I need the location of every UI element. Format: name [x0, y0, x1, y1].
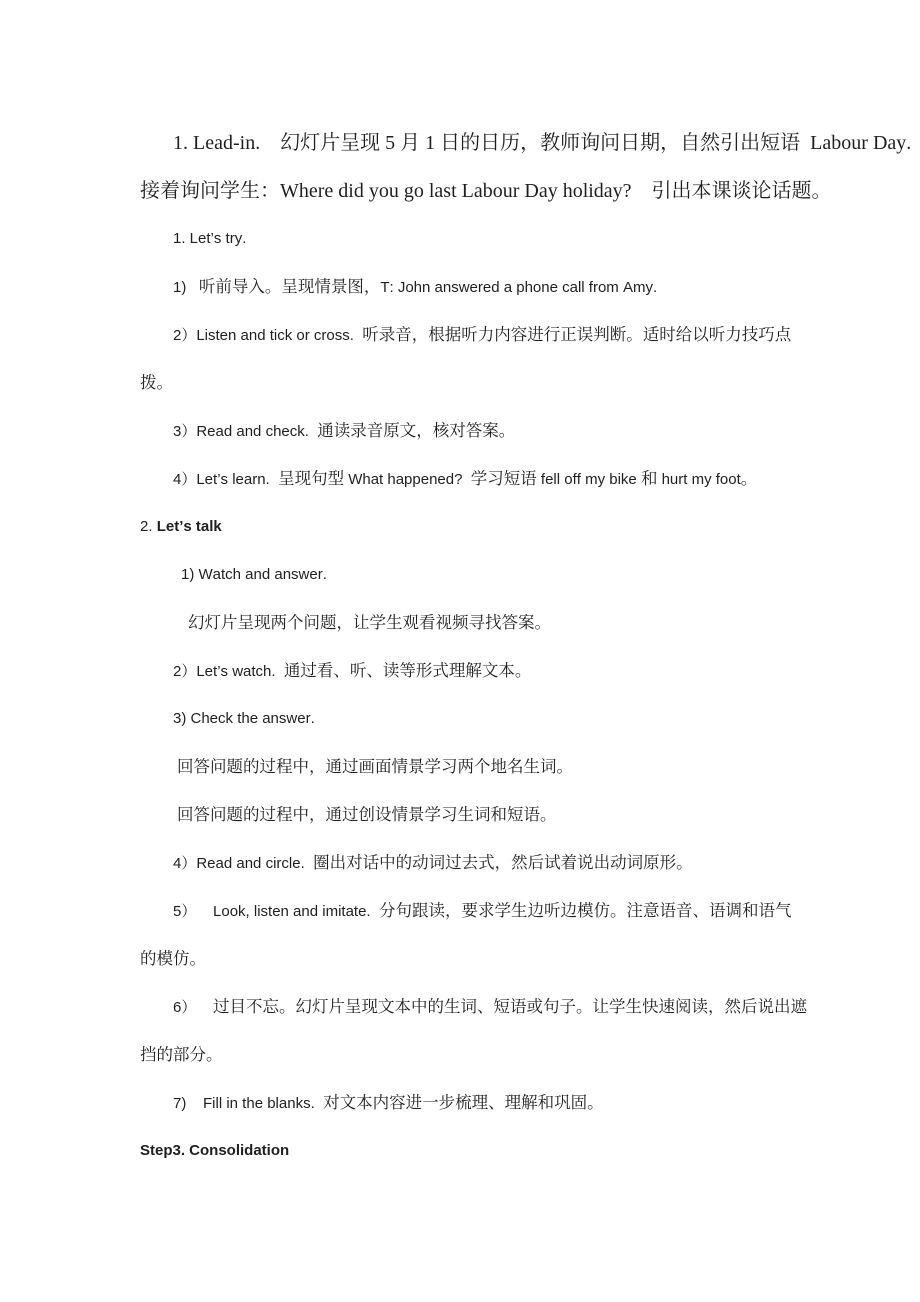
text-segment: 7) [173, 1095, 204, 1112]
text-segment: 的模仿。 [140, 949, 206, 968]
text-line [0, 887, 920, 935]
text-segment: 2）Let’s watch. [173, 663, 284, 680]
text-line [0, 839, 920, 887]
text-segment: 拨。 [140, 373, 173, 392]
text-line [0, 503, 920, 551]
text-line [0, 167, 920, 215]
text-line [0, 359, 920, 407]
text-segment: 分句跟读，要求学生边听边模仿。注意语音、语调和语气 [378, 901, 792, 920]
text-segment: 挡的部分。 [140, 1045, 223, 1064]
text-segment: Let’s talk [156, 518, 222, 535]
text-line [0, 743, 920, 791]
text-line [0, 311, 920, 359]
text-line [0, 455, 920, 503]
text-segment: 6） [173, 999, 214, 1016]
text-line [0, 263, 920, 311]
text-line [0, 791, 920, 839]
text-segment: 4）Read and circle. [173, 855, 314, 872]
text-line [0, 119, 920, 167]
text-line [0, 551, 920, 599]
document-body [0, 119, 920, 1175]
text-segment: 幻灯片呈现两个问题，让学生观看视频寻找答案。 [188, 613, 551, 632]
text-segment: 1) Watch and answer. [181, 566, 327, 583]
text-segment: fell off my bike [540, 471, 641, 488]
text-line [0, 983, 920, 1031]
text-line [0, 935, 920, 983]
text-line [0, 1079, 920, 1127]
text-line [0, 695, 920, 743]
text-segment: T: John answered a phone call from Amy. [380, 279, 658, 296]
text-line [0, 1031, 920, 1079]
text-segment: 3）Read and check. [173, 423, 318, 440]
text-segment: 通过看、听、读等形式理解文本。 [283, 661, 532, 680]
text-segment: 呈现句型 [278, 469, 349, 488]
text-segment: 1) [173, 279, 199, 296]
text-segment: 4）Let’s learn. [173, 471, 279, 488]
text-segment: 接着询问学生：Where did you go last Labour Day holiday? 引出本课谈论话题。 [140, 180, 832, 202]
text-segment: 2. [140, 518, 157, 535]
text-line [0, 647, 920, 695]
text-segment: 学习短语 [470, 469, 541, 488]
text-segment: 对文本内容进一步梳理、理解和巩固。 [323, 1093, 604, 1112]
text-segment: hurt my foot [661, 471, 741, 488]
text-segment: 回答问题的过程中，通过画面情景学习两个地名生词。 [177, 757, 573, 776]
text-segment: 1. Lead-in. 幻灯片呈现 5 月 1 日的日历，教师询问日期，自然引出短语 Labour Day. [173, 132, 912, 154]
text-segment: 1. Let’s try. [173, 230, 247, 247]
text-segment: 和 [640, 469, 662, 488]
text-segment: What happened? [348, 471, 471, 488]
text-segment: 。 [740, 469, 758, 488]
text-segment: 通读录音原文，核对答案。 [317, 421, 516, 440]
text-segment: Fill in the blanks. [203, 1095, 324, 1112]
text-segment: 3) Check the answer. [173, 710, 315, 727]
text-segment: 听前导入。呈现情景图， [198, 277, 381, 296]
text-segment: 过目不忘。幻灯片呈现文本中的生词、短语或句子。让学生快速阅读，然后说出遮 [213, 997, 808, 1016]
text-segment: 2）Listen and tick or cross. [173, 327, 363, 344]
text-segment: 听录音，根据听力内容进行正误判断。适时给以听力技巧点 [362, 325, 792, 344]
text-line [0, 407, 920, 455]
text-segment: Step3. Consolidation [140, 1142, 290, 1159]
text-line [0, 1127, 920, 1175]
text-segment: 5） Look, listen and imitate. [173, 903, 379, 920]
text-line [0, 215, 920, 263]
text-segment: 圈出对话中的动词过去式，然后试着说出动词原形。 [313, 853, 693, 872]
text-line [0, 599, 920, 647]
text-segment: 回答问题的过程中，通过创设情景学习生词和短语。 [177, 805, 557, 824]
